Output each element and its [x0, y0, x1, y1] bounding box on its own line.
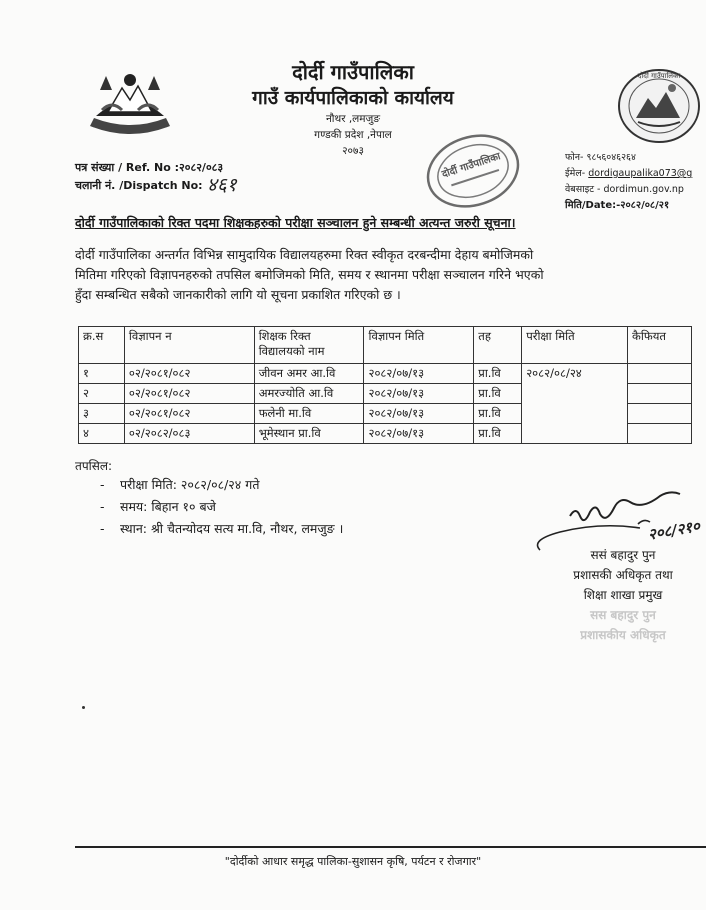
dispatch-number-label: चलानी नं. /Dispatch No:	[75, 179, 203, 192]
col-header-remarks: कैफियत	[628, 327, 692, 364]
detail-time	[100, 496, 343, 518]
details-heading: तपसिल:	[75, 459, 113, 473]
cell-school: अमरज्योति आ.वि	[254, 384, 364, 404]
cell-ad-date: २०८२/०७/१३	[364, 384, 474, 404]
cell-level: प्रा.वि	[474, 364, 522, 384]
email-label: ईमेल-	[565, 168, 586, 179]
stray-mark	[82, 706, 85, 709]
cell-exam-date: २०८२/०८/२४	[522, 364, 628, 444]
signatory-designation-1: प्रशासकी अधिकृत तथा	[573, 568, 673, 582]
reference-number: पत्र संख्या / Ref. No :२०८२/०८३	[75, 161, 224, 174]
footer-divider	[75, 846, 706, 848]
cell-school: भूमेस्थान प्रा.वि	[254, 424, 364, 444]
detail-venue-text: स्थान: श्री चैतन्योदय सत्य मा.वि, नौथर, लमजुङ ।	[120, 521, 344, 536]
phone-number: फोन- ९८५६०४६२६४	[565, 152, 636, 163]
cell-ad-no: ०२/२०८१/०८२	[124, 384, 254, 404]
exam-schedule-table	[78, 326, 692, 444]
cell-remarks	[628, 404, 692, 424]
cell-remarks	[628, 384, 692, 404]
municipality-name: दोर्दी गाउँपालिका	[292, 60, 414, 84]
col-header-school: शिक्षक रिक्त विद्यालयको नाम	[254, 327, 364, 364]
detail-venue	[100, 518, 343, 540]
table-header-row	[79, 327, 692, 364]
cell-sn: १	[79, 364, 125, 384]
notice-body	[75, 245, 695, 305]
faded-stamp-designation: प्रशासकीय अधिकृत	[580, 628, 666, 642]
office-stamp-icon	[418, 126, 528, 216]
cell-sn: २	[79, 384, 125, 404]
notice-body-line-1: दोर्दी गाउँपालिका अन्तर्गत विभिन्न सामुदायिक विद्यालयहरुमा रिक्त स्वीकृत दरबन्दीमा देहाय बमोजिमको	[75, 247, 534, 262]
cell-ad-no: ०२/२०८१/०८२	[124, 364, 254, 384]
details-list	[100, 474, 343, 540]
website-link[interactable]: dordimun.gov.np	[603, 184, 684, 195]
website-row	[565, 182, 684, 195]
detail-time-text: समय: बिहान १० बजे	[120, 499, 216, 514]
detail-exam-date	[100, 474, 343, 496]
cell-ad-no: ०२/२०८१/०८२	[124, 404, 254, 424]
address-line-2: गण्डकी प्रदेश ,नेपाल	[314, 129, 392, 141]
website-label: वेबसाइट -	[565, 184, 601, 195]
email-link[interactable]: dordigaupalika073@g	[588, 168, 693, 179]
notice-body-line-2: मितिमा गरिएको विज्ञापनहरुको तपसिल बमोजिमको मिति, समय र स्थानमा परीक्षा सञ्चालन गरिने भएको	[75, 267, 544, 282]
col-header-ad-date: विज्ञापन मिति	[364, 327, 474, 364]
col-header-exam-date: परीक्षा मिति	[522, 327, 628, 364]
col-header-level: तह	[474, 327, 522, 364]
cell-school: फलेनी मा.वि	[254, 404, 364, 424]
logo-text: दोर्दी गाउँपालिका	[637, 72, 681, 80]
dispatch-number-value: ४६१	[207, 174, 237, 196]
cell-ad-date: २०८२/०७/१३	[364, 424, 474, 444]
municipality-logo-icon	[612, 66, 706, 146]
address-line-1: नौथर ,लमजुङ	[325, 113, 381, 125]
letter-date: मिति/Date:-२०८२/०८/२१	[565, 200, 670, 211]
address-line-3: २०७३	[342, 145, 364, 157]
cell-sn: ४	[79, 424, 125, 444]
footer-slogan: "दोर्दीको आधार समृद्ध पालिका-सुशासन कृषि, पर्यटन र रोजगार"	[224, 855, 482, 868]
col-header-sn: क्र.स	[79, 327, 125, 364]
col-header-ad-no: विज्ञापन न	[124, 327, 254, 364]
signatory-designation-2: शिक्षा शाखा प्रमुख	[583, 588, 663, 602]
cell-ad-date: २०८२/०७/१३	[364, 364, 474, 384]
notice-body-line-3: हुँदा सम्बन्धित सबैको जानकारीको लागि यो सूचना प्रकाशित गरिएको छ ।	[75, 287, 401, 302]
cell-level: प्रा.वि	[474, 384, 522, 404]
cell-remarks	[628, 364, 692, 384]
office-name: गाउँ कार्यपालिकाको कार्यालय	[252, 87, 454, 109]
faded-stamp-name: सस बहादुर पुन	[590, 608, 656, 622]
stamp-text: दोर्दी गाउँपालिका	[440, 151, 502, 181]
notice-title: दोर्दी गाउँपालिकाको रिक्त पदमा शिक्षकहरुको परीक्षा सञ्चालन हुने सम्बन्धी अत्यन्त जरुरी सूचना।	[75, 215, 516, 230]
cell-level: प्रा.वि	[474, 404, 522, 424]
signatory-name: ससं बहादुर पुन	[590, 548, 656, 562]
detail-exam-date-text: परीक्षा मिति: २०८२/०८/२४ गते	[120, 477, 260, 492]
email-row	[565, 166, 692, 179]
cell-remarks	[628, 424, 692, 444]
cell-ad-no: ०२/२०८२/०८३	[124, 424, 254, 444]
table-row	[79, 364, 692, 384]
cell-level: प्रा.वि	[474, 424, 522, 444]
cell-school: जीवन अमर आ.वि	[254, 364, 364, 384]
cell-sn: ३	[79, 404, 125, 424]
signature-date: २०८/२१०	[646, 516, 702, 544]
cell-ad-date: २०८२/०७/१३	[364, 404, 474, 424]
